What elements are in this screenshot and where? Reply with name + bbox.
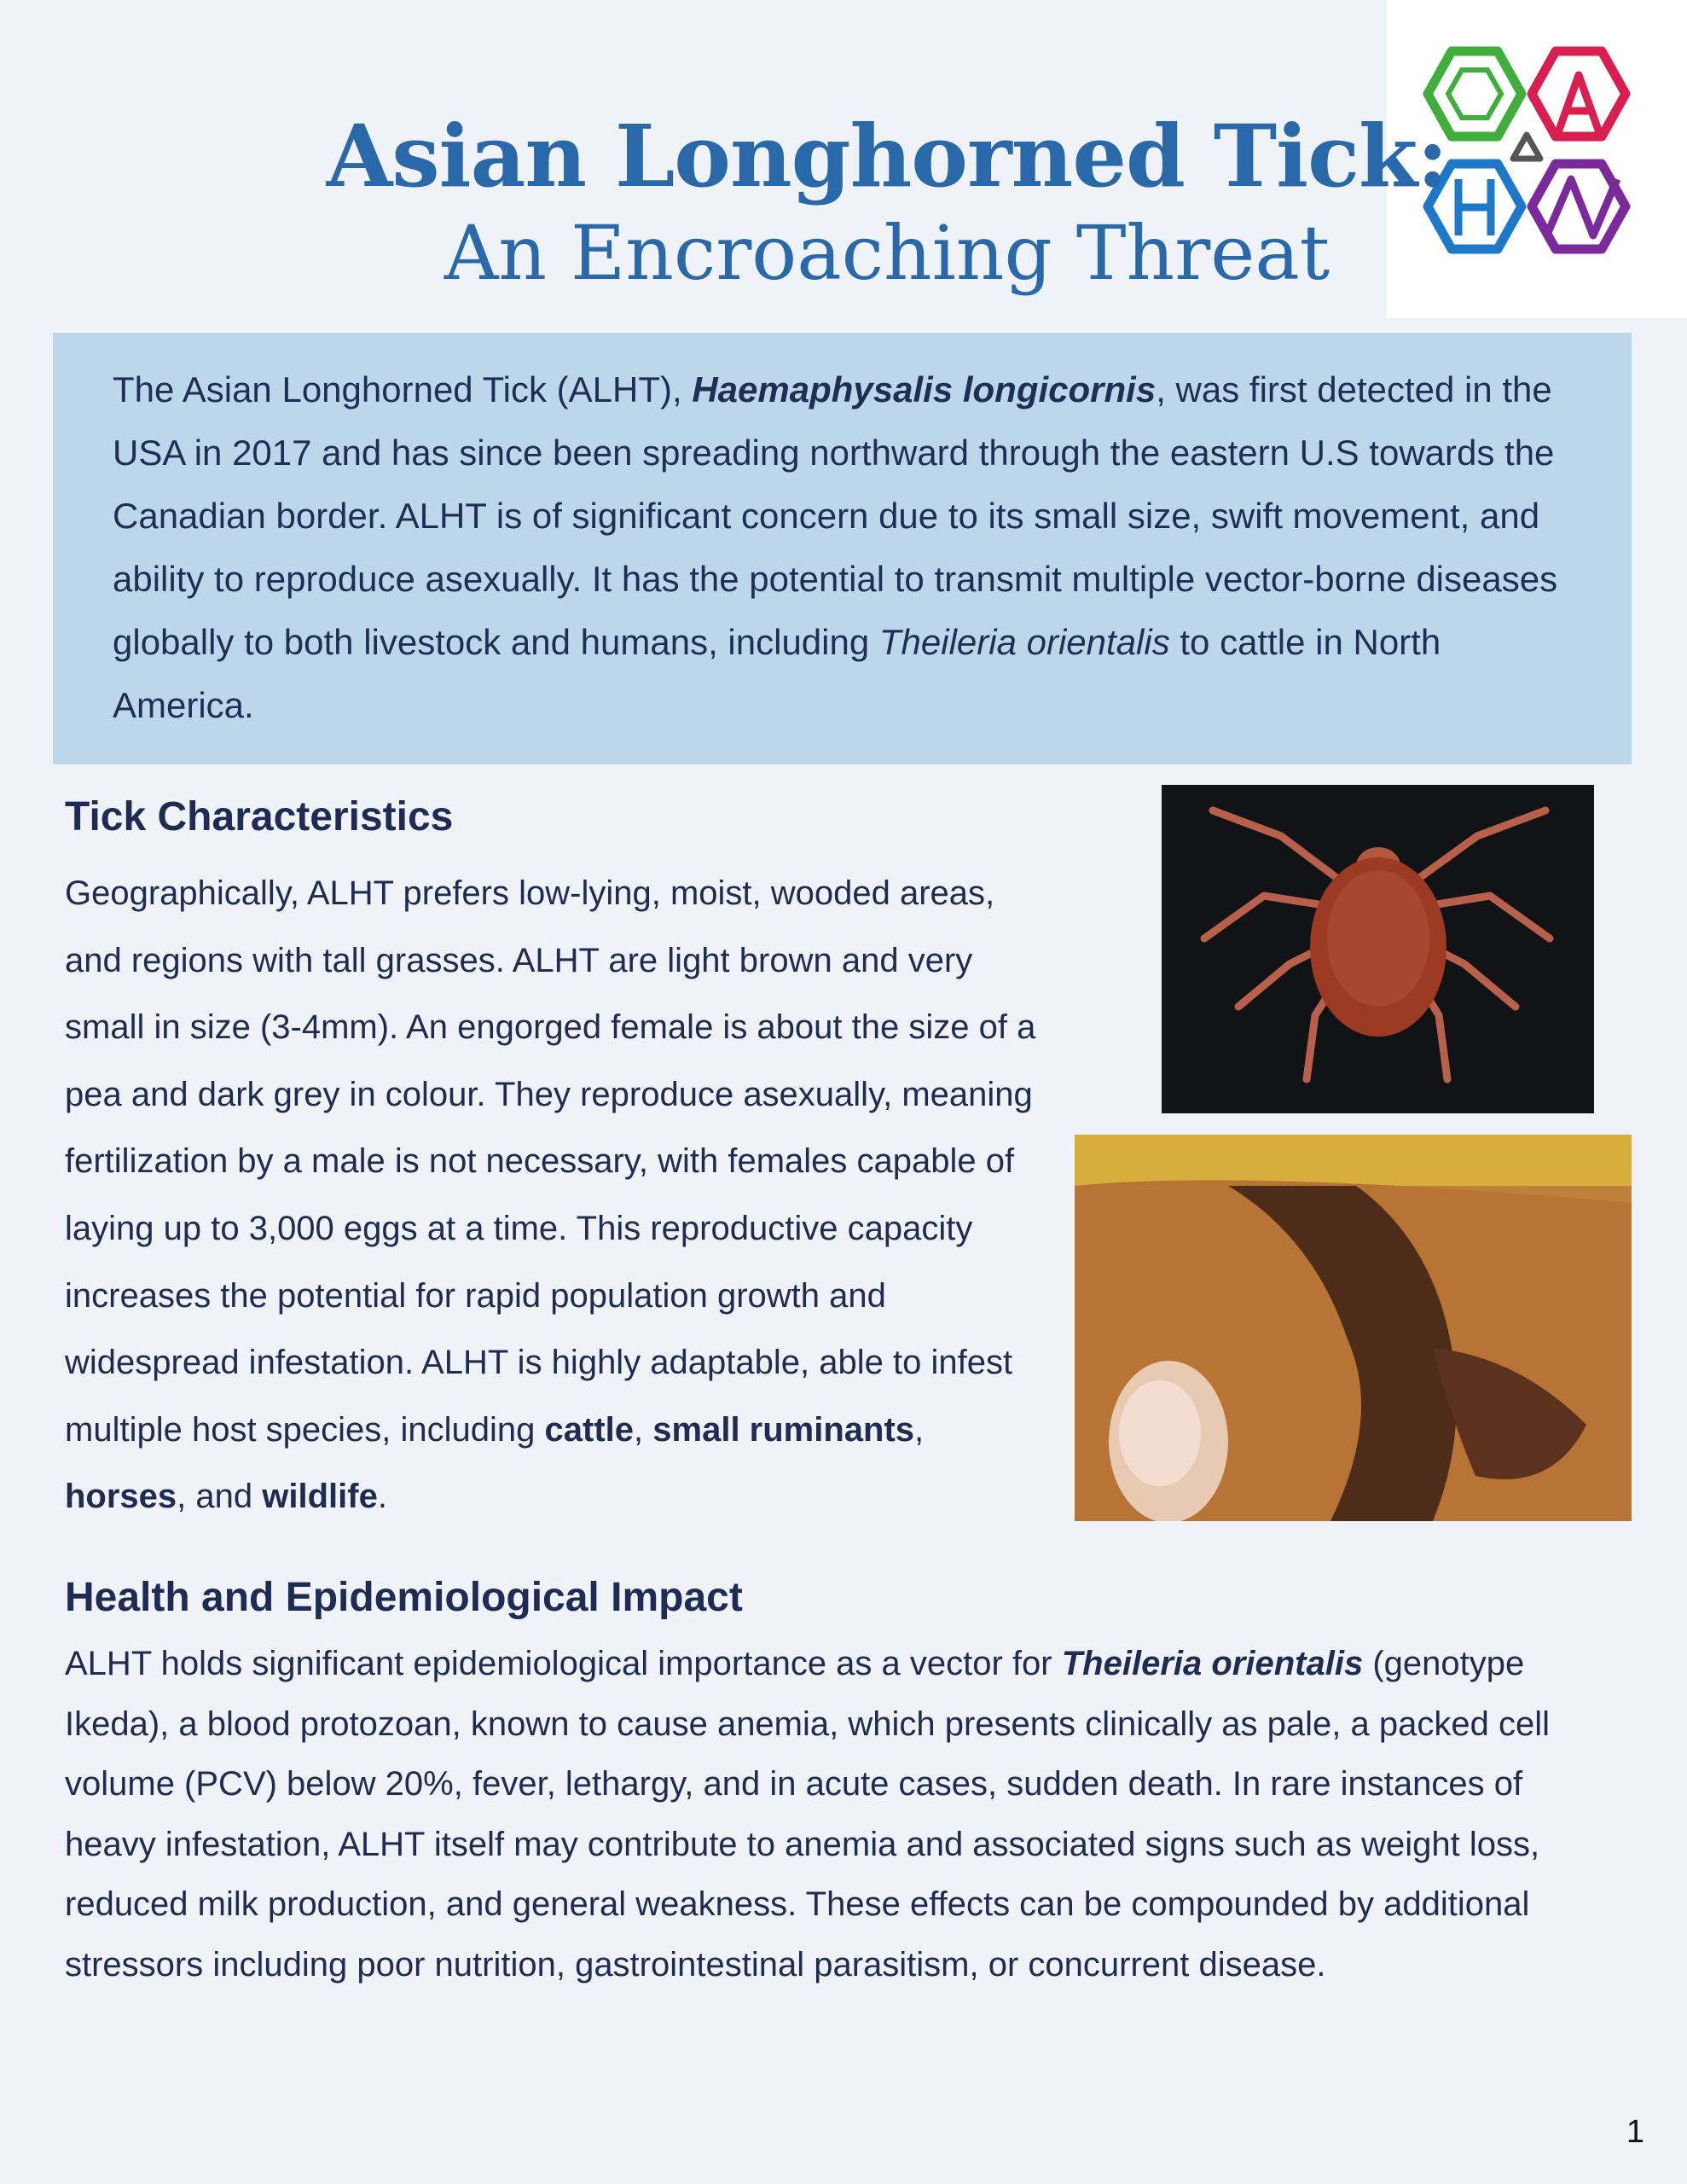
host-small-ruminants: small ruminants: [652, 1410, 915, 1449]
tick-photo: [1162, 785, 1594, 1113]
species-name: Haemaphysalis longicornis: [692, 369, 1157, 410]
intro-text: to cattle in North America.: [113, 622, 1441, 725]
intro-paragraph: [113, 358, 1572, 737]
impact-paragraph: [65, 1634, 1617, 1995]
separator: , and: [177, 1478, 263, 1516]
body-text: (genotype Ikeda), a blood protozoan, known to cause anemia, which presents clinically as pale, a packed cell volume (PCV) below 20%, fever, lethargy, and in acute cases, sudden death. In rare instances of heavy infestation, ALHT itself may contribute to anemia and associated signs such as weight loss, reduced milk production, and general weakness. These effects can be compounded by additional stressors including poor nutrition, gastrointestinal parasitism, or concurrent disease.: [65, 1645, 1550, 1984]
intro-text: The Asian Longhorned Tick (ALHT),: [113, 369, 693, 410]
body-text: ALHT holds significant epidemiological importance as a vector for: [65, 1645, 1062, 1682]
separator: .: [377, 1478, 387, 1516]
pathogen-name: Theileria orientalis: [1061, 1645, 1364, 1682]
page-title: [256, 101, 1518, 300]
host-horses: horses: [65, 1478, 177, 1516]
characteristics-paragraph: [65, 860, 1046, 1531]
pathogen-name: Theileria orientalis: [878, 622, 1170, 662]
intro-box: [53, 333, 1632, 764]
body-text: Geographically, ALHT prefers low-lying, moist, wooded areas, and regions with tall grasses. ALHT are light brown and very small in size (3-4mm). An engorged female is about the size of a pea and dark grey in colour. They reproduce asexually, meaning fertilization by a male is not necessary, with females capable of laying up to 3,000 eggs at a time. This reproductive capacity increases the potential for rapid population growth and widespread infestation. ALHT is highly adaptable, able to infest multiple host species, including: [65, 874, 1036, 1449]
separator: ,: [914, 1410, 925, 1449]
page-number: 1: [1626, 2114, 1644, 2150]
title-subtitle: An Encroaching Threat: [443, 209, 1330, 297]
separator: ,: [634, 1410, 653, 1449]
tick-illustration-icon: [1162, 785, 1594, 1113]
infestation-photo: [1075, 1135, 1632, 1521]
section-heading-impact: Health and Epidemiological Impact: [65, 1575, 743, 1620]
intro-text: , was first detected in the USA in 2017 and has since been spreading northward through the eastern U.S towards the Canadian border. ALHT is of significant concern due to its small size, swift movement, and ability to reproduce asexually. It has the potential to transmit multiple vector-borne diseases globally to both livestock and humans, including: [113, 369, 1558, 662]
title-main: Asian Longhorned Tick:: [326, 106, 1448, 206]
infested-animal-icon: [1075, 1135, 1632, 1521]
host-cattle: cattle: [544, 1410, 635, 1449]
host-wildlife: wildlife: [262, 1478, 378, 1516]
section-heading-characteristics: Tick Characteristics: [65, 794, 454, 839]
